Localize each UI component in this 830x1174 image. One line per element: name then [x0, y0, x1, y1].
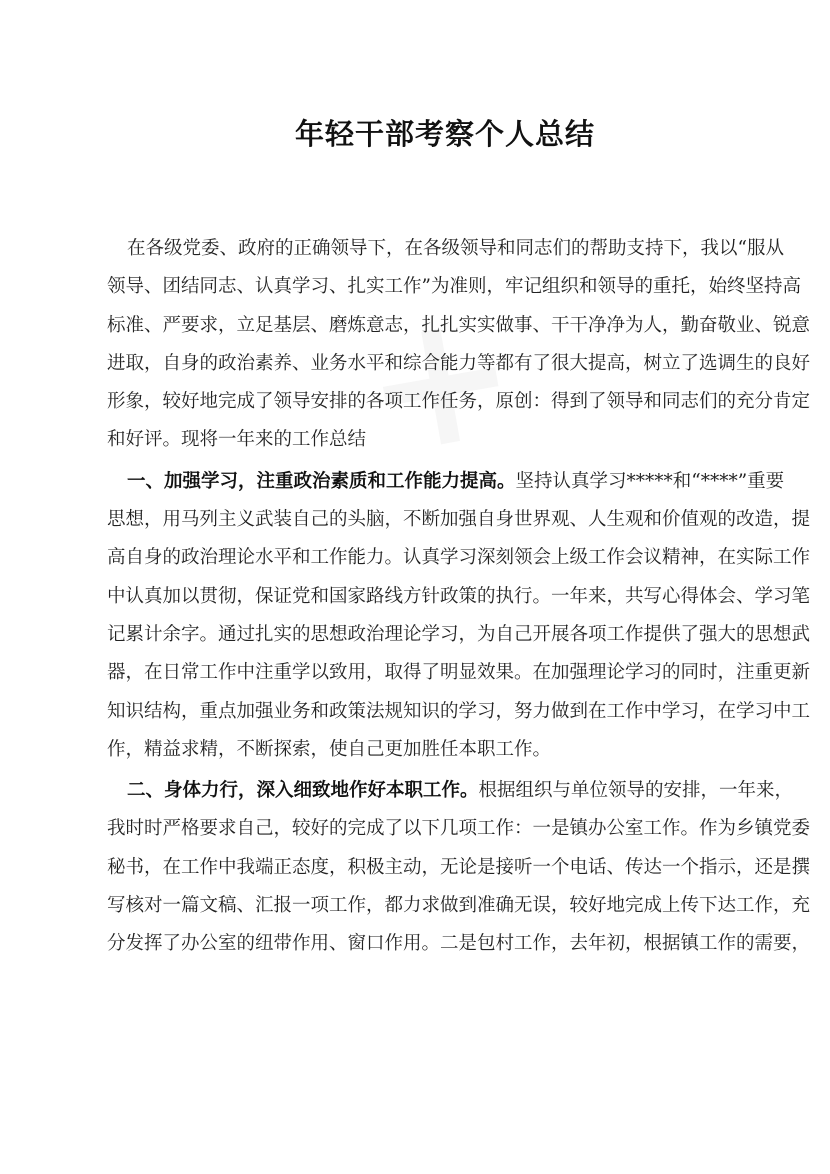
text-line: 思想，用马列主义武装自己的头脑，不断加强自身世界观、人生观和价值观的改造，提 [107, 509, 811, 531]
section-heading: 二、身体力行，深入细致地作好本职工作。 [127, 780, 479, 802]
paragraph-section-1 [107, 463, 811, 769]
text-line: 分发挥了办公室的纽带作用、窗口作用。二是包村工作，去年初，根据镇工作的需要， [107, 933, 811, 955]
text-span: 坚持认真学习*****和“****”重要 [515, 470, 785, 492]
text-line: 标准、严要求，立足基层、磨炼意志，扎扎实实做事、干干净净为人，勤奋敬业、锐意 [107, 314, 811, 336]
text-line: 中认真加以贯彻，保证党和国家路线方针政策的执行。一年来，共写心得体会、学习笔 [107, 585, 811, 607]
document-title: 年轻干部考察个人总结 [294, 117, 595, 151]
text-line: 我时时严格要求自己，较好的完成了以下几项工作：一是镇办公室工作。作为乡镇党委 [107, 818, 811, 840]
text-line: 领导、团结同志、认真学习、扎实工作”为准则，牢记组织和领导的重托，始终坚持高 [107, 276, 801, 298]
text-line: 进取，自身的政治素养、业务水平和综合能力等都有了很大提高，树立了选调生的良好 [107, 352, 811, 374]
text-line: 记累计余字。通过扎实的思想政治理论学习，为自己开展各项工作提供了强大的思想武 [107, 623, 811, 645]
text-line: 形象，较好地完成了领导安排的各项工作任务，原创：得到了领导和同志们的充分肯定 [107, 391, 811, 413]
text-line [107, 772, 794, 810]
text-line: 器，在日常工作中注重学以致用，取得了明显效果。在加强理论学习的同时，注重更新 [107, 662, 811, 684]
text-line: 作，精益求精，不断探索，使自己更加胜任本职工作。 [107, 738, 552, 760]
text-line: 写核对一篇文稿、汇报一项工作，都力求做到准确无误，较好地完成上传下达工作，充 [107, 895, 811, 917]
text-line: 和好评。现将一年来的工作总结 [107, 429, 367, 451]
text-line: 秘书，在工作中我端正态度，积极主动，无论是接听一个电话、传达一个指示，还是撰 [107, 856, 811, 878]
text-line: 高自身的政治理论水平和工作能力。认真学习深刻领会上级工作会议精神，在实际工作 [107, 547, 811, 569]
text-line: 在各级党委、政府的正确领导下，在各级领导和同志们的帮助支持下，我以“服从 [127, 238, 784, 259]
paragraph-intro [107, 230, 811, 460]
document-body [107, 230, 811, 967]
text-line: 知识结构，重点加强业务和政策法规知识的学习，努力做到在工作中学习，在学习中工 [107, 700, 811, 722]
section-heading: 一、加强学习，注重政治素质和工作能力提高。 [127, 470, 516, 492]
text-line [107, 463, 785, 501]
text-span: 根据组织与单位领导的安排，一年来， [478, 780, 794, 802]
paragraph-section-2 [107, 772, 811, 963]
